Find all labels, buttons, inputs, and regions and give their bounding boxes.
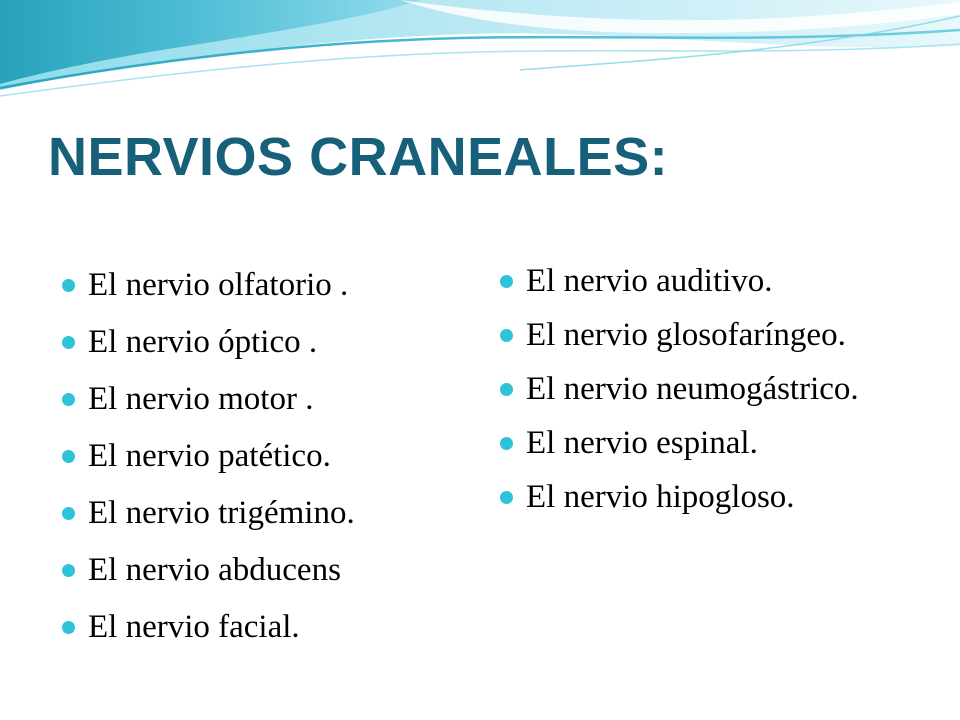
bullet-icon (500, 275, 513, 288)
list-item-text: El nervio motor . (88, 381, 314, 417)
list-item (62, 266, 462, 305)
list-item (62, 380, 462, 419)
bullet-icon (62, 393, 75, 406)
list-item-text: El nervio facial. (88, 609, 300, 645)
bullet-icon (500, 383, 513, 396)
left-bullet-list (62, 266, 462, 665)
list-item-text: El nervio hipogloso. (526, 479, 795, 515)
bullet-icon (62, 507, 75, 520)
list-item (62, 437, 462, 476)
decorative-wave-band (0, 0, 960, 120)
list-item-text: El nervio abducens (88, 552, 341, 588)
list-item (62, 323, 462, 362)
list-item-text: El nervio neumogástrico. (526, 371, 859, 407)
list-item (500, 478, 920, 517)
slide-title: NERVIOS CRANEALES: (48, 127, 669, 187)
list-item-text: El nervio patético. (88, 438, 331, 474)
list-item (62, 608, 462, 647)
list-item (500, 262, 920, 301)
list-item (500, 370, 920, 409)
list-item (500, 424, 920, 463)
bullet-icon (62, 279, 75, 292)
list-item-text: El nervio glosofaríngeo. (526, 317, 846, 353)
list-item (62, 551, 462, 590)
bullet-icon (62, 336, 75, 349)
bullet-icon (500, 437, 513, 450)
list-item (500, 316, 920, 355)
list-item-text: El nervio trigémino. (88, 495, 355, 531)
bullet-icon (500, 491, 513, 504)
list-item-text: El nervio óptico . (88, 324, 318, 360)
list-item (62, 494, 462, 533)
bullet-icon (62, 621, 75, 634)
list-item-text: El nervio auditivo. (526, 263, 773, 299)
list-item-text: El nervio olfatorio . (88, 267, 349, 303)
bullet-icon (500, 329, 513, 342)
right-bullet-list (500, 262, 920, 532)
list-item-text: El nervio espinal. (526, 425, 758, 461)
bullet-icon (62, 564, 75, 577)
bullet-icon (62, 450, 75, 463)
